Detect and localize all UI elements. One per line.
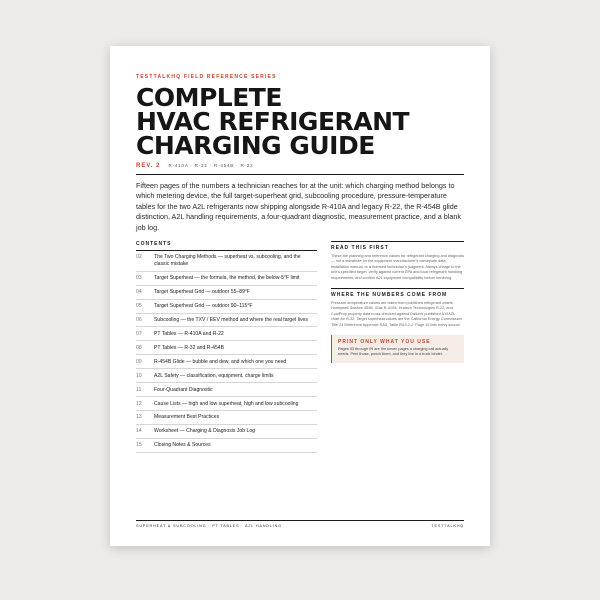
- contents-item-title: The Two Charging Methods — superheat vs. subcooling, and the classic mistake: [154, 254, 301, 267]
- contents-item-page-number: 15: [136, 442, 142, 449]
- contents-item-title: PT Tables — R-410A and R-22: [154, 330, 224, 337]
- contents-item: [136, 341, 317, 355]
- contents-item: [136, 397, 317, 411]
- title-line-1: COMPLETE: [136, 83, 282, 112]
- contents-item: [136, 300, 317, 314]
- contents-item-page-number: 05: [136, 302, 142, 309]
- contents-item-title: Target Superheat Grid — outdoor 55–89°F: [154, 288, 251, 295]
- contents-item-title: Target Superheat — the formula, the method, the below-5°F limit: [154, 274, 300, 281]
- contents-item: [136, 425, 317, 439]
- contents-item-title: Measurement Best Practices: [154, 414, 220, 421]
- read-first-heading: READ THIS FIRST: [331, 241, 464, 251]
- numbers-source-heading: WHERE THE NUMBERS COME FROM: [331, 288, 464, 298]
- contents-item: [136, 383, 317, 397]
- contents-item: [136, 286, 317, 300]
- contents-item: [136, 411, 317, 425]
- contents-item-title: Four-Quadrant Diagnostic: [154, 386, 213, 393]
- contents-item: [136, 251, 317, 272]
- callout-body: Pages 03 through 09 are the seven pages a charging call actually needs. Print those, punch them, and they live in a truck binder.: [338, 347, 449, 357]
- contents-item-page-number: 12: [136, 400, 142, 407]
- page-footer: [136, 520, 464, 528]
- sidebar-notes: [331, 241, 464, 453]
- numbers-source-body: Pressure-temperature values are taken from published refrigerant charts: Honeywell Solstice 454B, iGas R-410A, Hudson Technologies R-22, and CoolProp property data cross-checked against Daikin's published A10AZL chart for R-32. Target superheat values are the California Energy Commission Title 24 Reference Appendix RA3, Table RA3.2-2. Page 15 lists every source.: [331, 301, 462, 327]
- contents-item: [136, 272, 317, 286]
- guide-cover-page: [110, 46, 490, 546]
- title-line-3: CHARGING GUIDE: [136, 131, 375, 160]
- contents-item-page-number: 13: [136, 414, 142, 421]
- contents-item-title: PT Tables — R-32 and R-454B: [154, 344, 225, 351]
- contents-item-page-number: 03: [136, 274, 142, 281]
- contents-item-page-number: 09: [136, 358, 142, 365]
- contents-item-title: Target Superheat Grid — outdoor 90–115°F: [154, 302, 253, 309]
- refrigerant-list: R-410A · R-32 · R-454B · R-22: [168, 163, 254, 168]
- revision-row: [136, 163, 464, 175]
- revision-badge: REV. 2: [136, 163, 161, 169]
- contents-item-page-number: 08: [136, 344, 142, 351]
- contents-list: [136, 251, 317, 453]
- contents-item-page-number: 14: [136, 428, 142, 435]
- contents-heading: CONTENTS: [136, 241, 317, 251]
- contents-item-title: Worksheet — Charging & Diagnosis Job Log: [154, 428, 255, 435]
- title-line-2: HVAC REFRIGERANT: [136, 107, 410, 136]
- contents-item: [136, 314, 317, 328]
- contents-item-title: Cause Lists — high and low superheat, high and low subcooling: [154, 400, 299, 407]
- contents-item-title: R-454B Glide — bubble and dew, and which one you need: [154, 358, 287, 365]
- contents-item: [136, 369, 317, 383]
- read-first-body: These are planning and reference values for refrigerant charging and diagnosis — not a substitute for the equipment manufacturer's nameplate data, installation manual, or a licensed technician's judgment. Always charge to the unit's specified target, verify against current EPA and local refrigerant handling requirements, and confirm A2L equipment compatibility before servicing.: [331, 254, 464, 280]
- contents-item-page-number: 11: [136, 386, 142, 393]
- callout-heading: PRINT ONLY WHAT YOU USE: [338, 339, 431, 346]
- footer-brand: TESTTALKHQ: [431, 524, 464, 528]
- content-columns: [136, 241, 464, 453]
- print-callout: [331, 335, 464, 362]
- contents-item-page-number: 07: [136, 330, 142, 337]
- contents-item-title: Subcooling — the TXV / EEV method and where the real target lives: [154, 316, 308, 323]
- series-label: TESTTALKHQ FIELD REFERENCE SERIES: [136, 74, 277, 80]
- intro-paragraph: Fifteen pages of the numbers a technician reaches for at the unit: which charging method belongs to which metering device, the full target-superheat grid, subcooling procedure, pressure-temperature tables for the two A2L refrigerants now shipping alongside R-410A and legacy R-22, the R-454B glide distinction, A2L handling requirements, a four-quadrant diagnostic, measurement practice, and a blank job log.: [136, 181, 461, 232]
- contents-item: [136, 439, 317, 453]
- contents-item: [136, 327, 317, 341]
- contents-item: [136, 355, 317, 369]
- contents-item-page-number: 10: [136, 372, 142, 379]
- page-title: [136, 83, 464, 160]
- contents-item-title: A2L Safety — classification, equipment, charge limits: [154, 372, 274, 379]
- contents-item-page-number: 04: [136, 288, 142, 295]
- contents-item-title: Closing Notes & Sources: [154, 442, 211, 449]
- table-of-contents: [136, 241, 317, 453]
- contents-item-page-number: 06: [136, 316, 142, 323]
- contents-item-page-number: 02: [136, 254, 142, 261]
- footer-topics: SUPERHEAT & SUBCOOLING · PT TABLES · A2L HANDLING: [136, 524, 282, 528]
